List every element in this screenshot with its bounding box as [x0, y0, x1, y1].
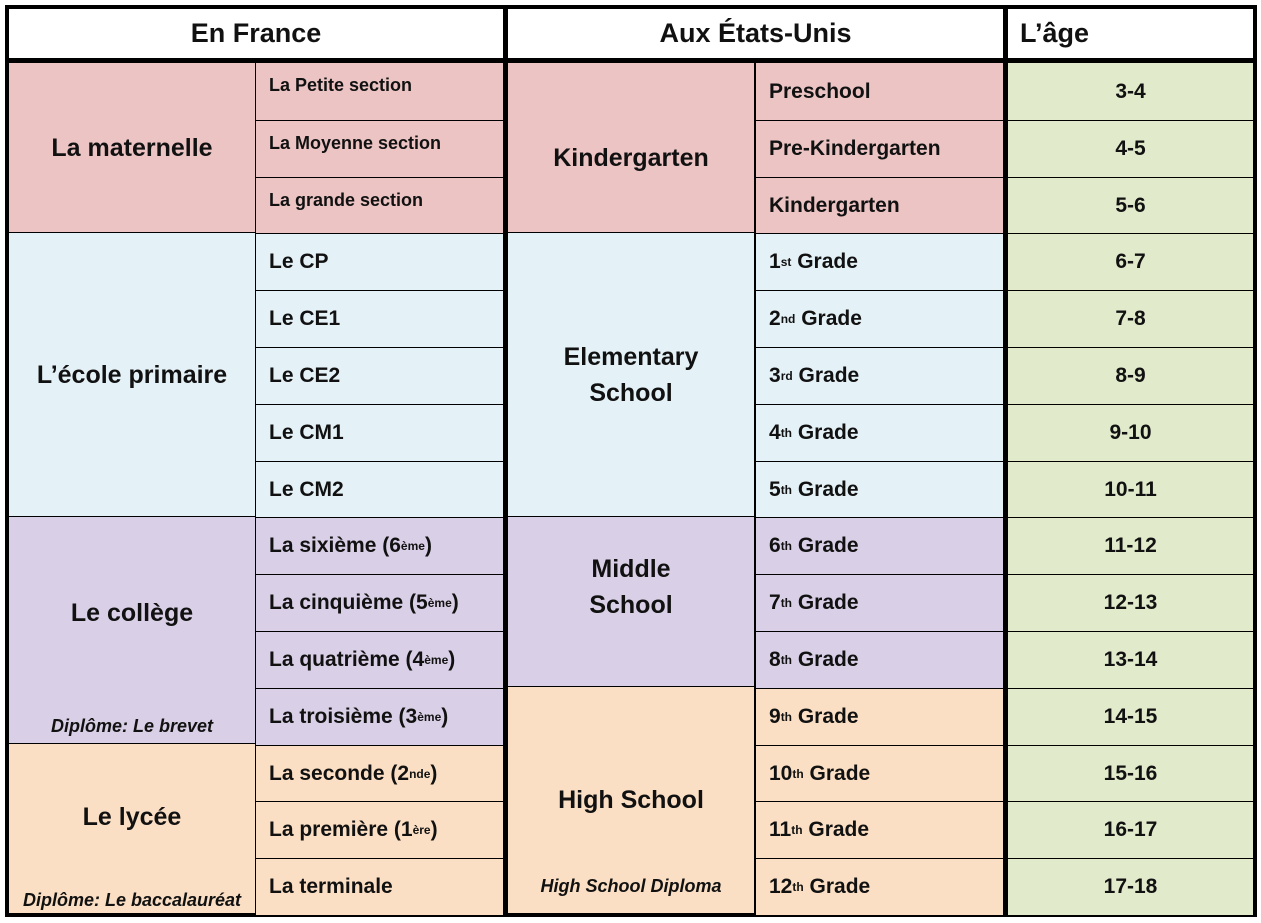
fr-group-label: L’école primaire: [36, 360, 228, 389]
us-grade-number: 4: [769, 421, 781, 444]
us-grade-label: Grade: [792, 421, 859, 444]
us-grade-cell: 6 th Grade: [756, 518, 1003, 574]
fr-level-label: Le CE2: [269, 364, 341, 387]
us-grade-label: Grade: [795, 307, 862, 330]
us-grade-number: 7: [769, 591, 781, 614]
fr-level-cell: [256, 234, 503, 290]
us-grade-cell: 9 th Grade: [756, 689, 1003, 745]
us-grade-number: 11: [769, 818, 792, 841]
fr-diploma-brevet: Diplôme: Le brevet: [50, 716, 214, 736]
us-grade-number: 8: [769, 648, 781, 671]
us-grade-label: Grade: [792, 705, 859, 728]
fr-level-cell: [256, 121, 503, 177]
us-grade-label: Grade: [791, 250, 858, 273]
fr-level-cell: La sixième (6 ème ): [256, 518, 503, 574]
fr-level-cell: [256, 178, 503, 233]
age-cell: 11-12: [1008, 518, 1253, 574]
us-grade-label: Grade: [792, 591, 859, 614]
fr-diploma-bac: Diplôme: Le baccalauréat: [22, 890, 242, 910]
fr-level-cell: La troisième (3 ème ): [256, 689, 503, 745]
us-grade-label: Preschool: [769, 79, 871, 103]
fr-level-label: Le CP: [269, 250, 329, 273]
fr-level-label: La Petite section: [269, 75, 413, 95]
fr-level-label: Le CM2: [269, 477, 344, 501]
fr-level-cell: [256, 405, 503, 461]
fr-group-college: [9, 517, 255, 743]
us-grade-cell: 5 th Grade: [756, 462, 1003, 517]
us-group-label-line2: School: [589, 590, 673, 619]
fr-level-label: La terminale: [269, 875, 393, 898]
us-group-label: High School: [558, 786, 704, 814]
fr-level-label: La première (1: [269, 818, 413, 841]
age-cell: 16-17: [1008, 802, 1253, 858]
fr-group-maternelle: [9, 63, 255, 232]
header-age: L’âge: [1008, 9, 1253, 58]
us-grade-cell: 7 th Grade: [756, 575, 1003, 631]
us-grade-number: 1: [769, 250, 781, 273]
age-cell: 8-9: [1008, 348, 1253, 404]
fr-level-cell: La cinquième (5 ème ): [256, 575, 503, 631]
fr-level-label: Le CE1: [269, 307, 341, 330]
us-group-label: Middle: [591, 554, 671, 583]
age-cell: 13-14: [1008, 632, 1253, 688]
us-grade-cell: [756, 63, 1003, 120]
us-grade-cell: 1 st Grade: [756, 234, 1003, 290]
fr-group-label: Le lycée: [82, 802, 182, 831]
fr-level-label: La grande section: [269, 190, 424, 210]
us-grade-number: 3: [769, 364, 781, 387]
us-grade-cell: 12 th Grade: [756, 859, 1003, 915]
fr-level-label: La Moyenne section: [269, 133, 442, 153]
us-grade-cell: 8 th Grade: [756, 632, 1003, 688]
us-grade-label: Grade: [792, 648, 859, 671]
fr-group-primaire: [9, 233, 255, 516]
fr-group-lycee: [9, 744, 255, 913]
us-grade-cell: 4 th Grade: [756, 405, 1003, 461]
us-grade-label: Kindergarten: [769, 193, 900, 217]
us-grade-label: Grade: [803, 761, 871, 785]
school-comparison-table: [5, 5, 1257, 917]
us-diploma-high-school: High School Diploma: [540, 876, 722, 896]
fr-level-cell: La première (1 ère ): [256, 802, 503, 858]
fr-level-label: La cinquième (5: [269, 591, 428, 614]
age-cell: 3-4: [1008, 63, 1253, 120]
us-group-high-school: [508, 687, 754, 913]
us-grade-number: 2: [769, 307, 781, 330]
fr-level-cell: [256, 462, 503, 517]
us-grade-number: 10: [769, 761, 793, 785]
us-grade-label: Grade: [792, 534, 859, 557]
fr-level-cell: La seconde (2 nde ): [256, 746, 503, 801]
fr-level-close: ): [424, 534, 432, 557]
age-cell: 15-16: [1008, 746, 1253, 801]
us-grade-number: 12: [769, 875, 793, 898]
us-grade-label: Grade: [802, 818, 870, 841]
fr-level-cell: La quatrième (4 ème ): [256, 632, 503, 688]
fr-level-label: Le CM1: [269, 421, 344, 444]
header-aux-etats-unis: Aux États-Unis: [508, 9, 1003, 58]
age-cell: 4-5: [1008, 121, 1253, 177]
fr-level-cell: [256, 859, 503, 915]
age-cell: 10-11: [1008, 462, 1253, 517]
fr-level-cell: [256, 291, 503, 347]
age-cell: 14-15: [1008, 689, 1253, 745]
header-en-france: En France: [9, 9, 503, 58]
us-grade-label: Grade: [792, 477, 859, 501]
age-cell: 9-10: [1008, 405, 1253, 461]
us-grade-cell: [756, 121, 1003, 177]
fr-level-close: ): [430, 761, 438, 785]
us-grade-number: 5: [769, 477, 781, 501]
fr-level-label: La seconde (2: [269, 761, 410, 785]
fr-level-label: La quatrième (4: [269, 648, 425, 671]
us-grade-cell: 3 rd Grade: [756, 348, 1003, 404]
fr-level-close: ): [448, 648, 456, 671]
age-cell: 7-8: [1008, 291, 1253, 347]
us-group-elementary: [508, 233, 754, 516]
us-grade-number: 9: [769, 705, 781, 728]
us-grade-label: Grade: [803, 875, 871, 898]
fr-level-label: La troisième (3: [269, 705, 418, 728]
us-group-kindergarten: [508, 63, 754, 232]
us-group-label: Kindergarten: [553, 143, 709, 172]
age-cell: 12-13: [1008, 575, 1253, 631]
fr-level-close: ): [430, 818, 438, 841]
us-grade-cell: [756, 178, 1003, 233]
fr-level-label: La sixième (6: [269, 534, 401, 557]
age-cell: 5-6: [1008, 178, 1253, 233]
us-group-middle: [508, 517, 754, 686]
fr-level-cell: [256, 348, 503, 404]
fr-level-close: ): [451, 591, 459, 614]
age-cell: 17-18: [1008, 859, 1253, 915]
fr-level-cell: [256, 63, 503, 120]
us-group-label-line2: School: [589, 378, 673, 407]
us-group-label: Elementary: [563, 342, 699, 371]
us-grade-cell: 10 th Grade: [756, 746, 1003, 801]
us-grade-cell: 11 th Grade: [756, 802, 1003, 858]
us-grade-label: Grade: [792, 364, 860, 387]
fr-level-close: ): [441, 705, 449, 728]
fr-group-label: Le collège: [70, 599, 194, 627]
us-grade-label: Pre-Kindergarten: [769, 137, 941, 160]
fr-group-label: La maternelle: [51, 133, 213, 162]
us-grade-number: 6: [769, 534, 781, 557]
age-cell: 6-7: [1008, 234, 1253, 290]
us-grade-cell: 2 nd Grade: [756, 291, 1003, 347]
